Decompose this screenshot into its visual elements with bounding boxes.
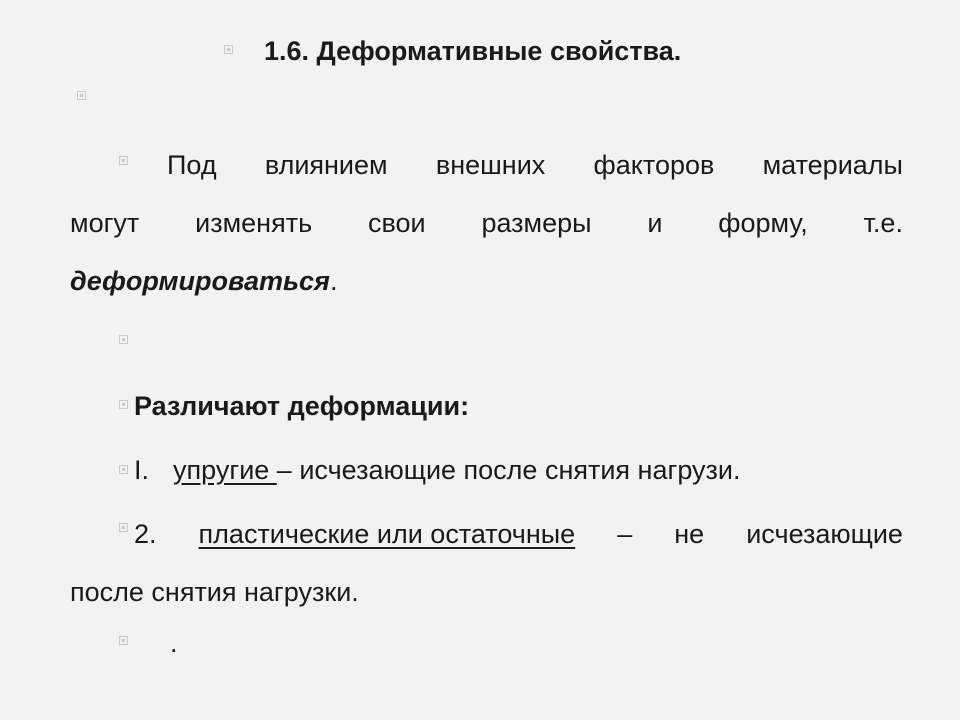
word: факторов: [593, 150, 715, 180]
word: размеры: [481, 208, 592, 238]
item-elastic-term: упругие: [173, 455, 277, 485]
item-plastic: [70, 505, 903, 621]
item-plastic-num: 2.: [134, 519, 157, 549]
word: –: [617, 519, 633, 549]
intro-line-3: [70, 252, 903, 310]
item-plastic-line-1: [70, 505, 903, 563]
intro-paragraph: [70, 136, 903, 310]
word: и: [647, 208, 663, 238]
word: могут: [70, 208, 140, 238]
word: материалы: [762, 150, 903, 180]
bullet-icon: [77, 91, 86, 100]
item-plastic-term: пластические или остаточные: [198, 519, 576, 549]
deformations-heading: Различают деформации:: [134, 391, 470, 421]
item-plastic-line-2: после снятия нагрузки.: [70, 577, 359, 607]
bullet-icon: [224, 45, 233, 54]
bullet-icon: [119, 465, 128, 474]
item-elastic: [134, 455, 741, 486]
item-elastic-num: I.: [134, 455, 150, 485]
intro-line-1: [70, 136, 903, 194]
bullet-icon: [119, 636, 128, 645]
word: форму,: [718, 208, 808, 238]
word: внешних: [435, 150, 546, 180]
item-elastic-rest: – исчезающие после снятия нагрузи.: [276, 455, 741, 485]
intro-line-2: [70, 194, 903, 252]
word: влиянием: [264, 150, 388, 180]
slide-title: 1.6. Деформативные свойства.: [264, 36, 682, 66]
term-period: .: [329, 266, 338, 296]
word: исчезающие: [746, 519, 903, 549]
trailing-period: .: [170, 628, 178, 658]
term-deform: деформироваться: [70, 266, 330, 296]
word: Под: [167, 150, 217, 180]
word: изменять: [195, 208, 313, 238]
word: т.е.: [863, 208, 903, 238]
bullet-icon: [119, 335, 128, 344]
word: свои: [367, 208, 426, 238]
bullet-icon: [119, 400, 128, 409]
word: не: [674, 519, 705, 549]
